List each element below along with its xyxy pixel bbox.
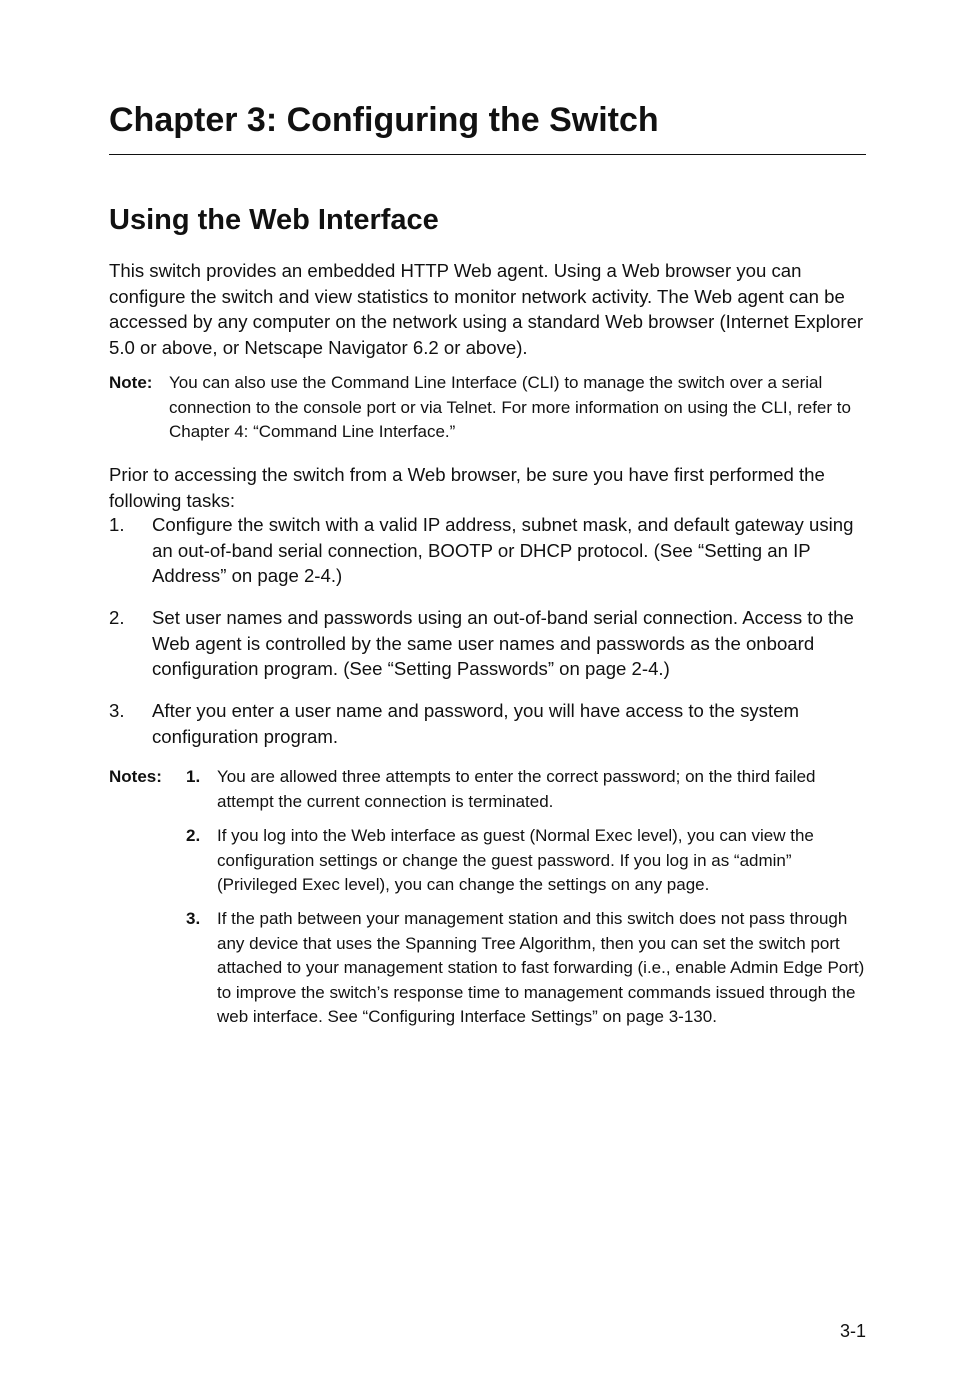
prerequisites-paragraph: Prior to accessing the switch from a Web browser, be sure you have first performed the following tasks:: [109, 464, 825, 511]
section-title: Using the Web Interface: [109, 204, 439, 236]
notes-item-text: If you log into the Web interface as guest (Normal Exec level), you can view the configuration settings or change the guest password. If you log in as “admin” (Privileged Exec level), you can change the settings on any page.: [217, 826, 814, 894]
step-number: 2.: [109, 607, 125, 628]
notes-item-text: You are allowed three attempts to enter the correct password; on the third failed attempt the current connection is terminated.: [217, 767, 816, 811]
step-text: After you enter a user name and password, you will have access to the system configuration program.: [152, 700, 799, 747]
chapter-title: Chapter 3: Configuring the Switch: [109, 101, 659, 139]
chapter-divider: [109, 154, 866, 155]
step-number: 3.: [109, 700, 125, 721]
notes-item-number: 2.: [186, 826, 201, 845]
step-text: Configure the switch with a valid IP address, subnet mask, and default gateway using an out-of-band serial connection, BOOTP or DHCP protocol. (See “Setting an IP Address” on page 2-4.): [152, 514, 854, 586]
step-text: Set user names and passwords using an out-of-band serial connection. Access to the Web agent is controlled by the same user names and passwords as the onboard configuration program. (See “Setting Passwords” on page 2-4.): [152, 607, 854, 679]
notes-item-number: 1.: [186, 767, 201, 786]
note-text: You can also use the Command Line Interface (CLI) to manage the switch over a serial connection to the console port or via Telnet. For more information on using the CLI, refer to Chapter 4: “Command Line Interface.”: [169, 373, 851, 441]
step-number: 1.: [109, 514, 125, 535]
notes-item-number: 3.: [186, 909, 201, 928]
notes-label: Notes:: [109, 767, 162, 786]
notes-item-text: If the path between your management station and this switch does not pass through any device that uses the Spanning Tree Algorithm, then you can set the switch port attached to your management station to fast forwarding (i.e., enable Admin Edge Port) to improve the switch’s response time to management commands issued through the web interface. See “Configuring Interface Settings” on page 3-130.: [217, 909, 865, 1026]
note-label: Note:: [109, 373, 153, 392]
intro-paragraph: This switch provides an embedded HTTP Web agent. Using a Web browser you can configure the switch and view statistics to monitor network activity. The Web agent can be accessed by any computer on the network using a standard Web browser (Internet Explorer 5.0 or above, or Netscape Navigator 6.2 or above).: [109, 260, 864, 358]
page-number: 3-1: [839, 1321, 866, 1341]
